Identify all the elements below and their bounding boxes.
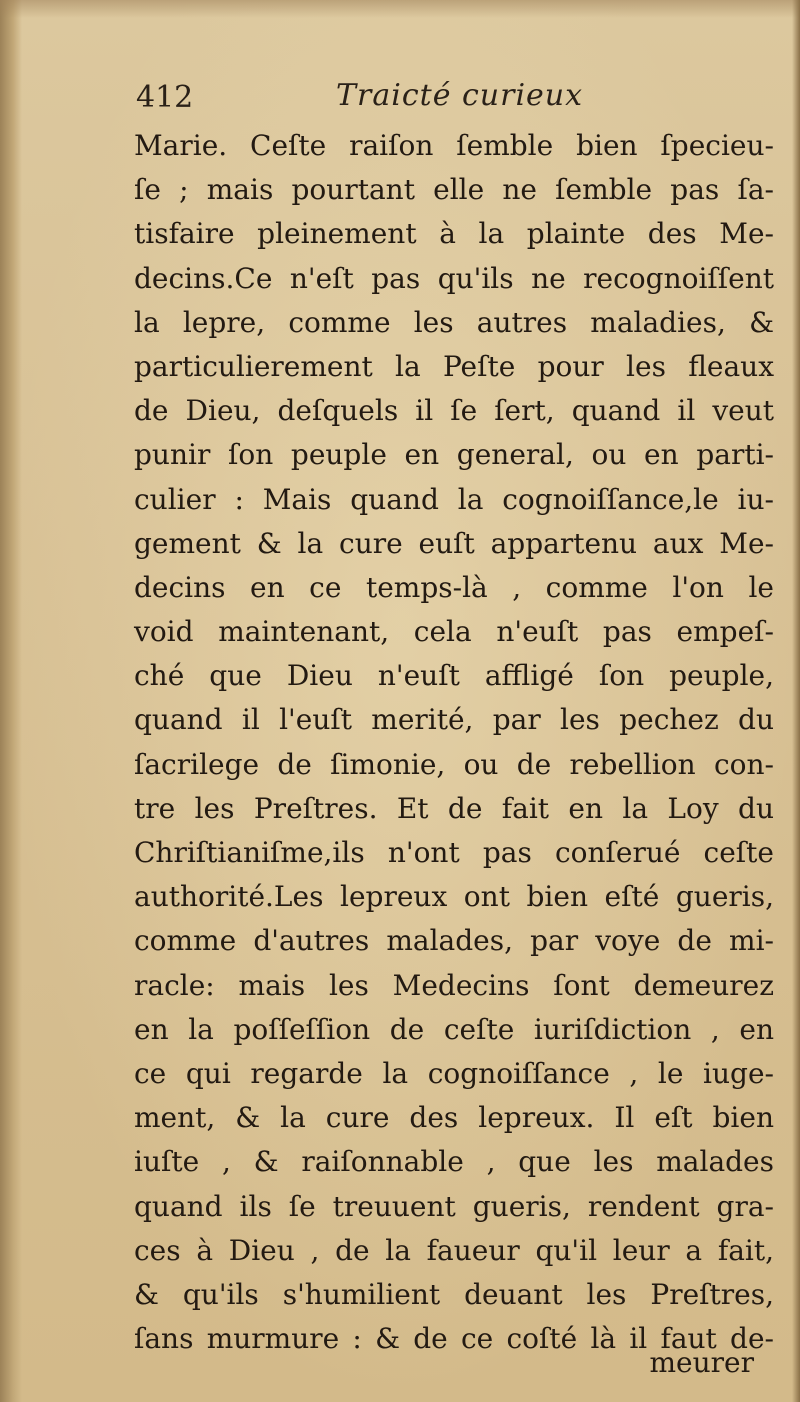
- text-line: ces à Dieu , de la faueur qu'il leur a fait,: [134, 1233, 774, 1267]
- text-line: racle: mais les Medecins ſont demeurez: [134, 968, 774, 1002]
- text-line: particulierement la Peſte pour les fleaux: [134, 349, 774, 383]
- catchword: meurer: [649, 1346, 754, 1379]
- text-line: void maintenant, cela n'euſt pas empeſ-: [134, 615, 774, 649]
- page-header: [136, 80, 756, 120]
- text-line: comme d'autres malades, par voye de mi-: [134, 924, 774, 958]
- text-line: decins en ce temps-là , comme l'on le: [134, 570, 774, 604]
- text-line: de Dieu, deſquels il ſe ſert, quand il veut: [134, 394, 774, 428]
- text-line: quand ils ſe treuuent gueris, rendent gra-: [134, 1189, 774, 1223]
- text-line: iuſte , & raiſonnable , que les malades: [134, 1145, 774, 1179]
- gutter-shadow: [0, 0, 22, 1402]
- text-line: tisfaire pleinement à la plainte des Me-: [134, 217, 774, 251]
- text-line: ſacrilege de ſimonie, ou de rebellion con-: [134, 747, 774, 781]
- running-head: Traicté curieux: [336, 78, 584, 113]
- text-line: punir ſon peuple en general, ou en parti-: [134, 438, 774, 472]
- text-line: authorité.Les lepreux ont bien eſté gueris,: [134, 880, 774, 914]
- body-text: [134, 124, 774, 1361]
- text-line: tre les Preſtres. Et de fait en la Loy du: [134, 791, 774, 825]
- text-line: la lepre, comme les autres maladies, &: [134, 305, 774, 339]
- text-line: en la poſſeſſion de ceſte iuriſdiction , en: [134, 1012, 774, 1046]
- text-line: ce qui regarde la cognoiſſance , le iuge-: [134, 1056, 774, 1090]
- top-edge-shadow: [0, 0, 800, 18]
- page-number: 412: [136, 80, 194, 115]
- text-line: & qu'ils s'humilient deuant les Preſtres,: [134, 1277, 774, 1311]
- text-line: decins.Ce n'eſt pas qu'ils ne recognoiſſent: [134, 261, 774, 295]
- page-edge: [792, 0, 800, 1402]
- text-line: ché que Dieu n'euſt affligé ſon peuple,: [134, 659, 774, 693]
- text-line: ment, & la cure des lepreux. Il eſt bien: [134, 1101, 774, 1135]
- text-line: culier : Mais quand la cognoiſſance,le iu-: [134, 482, 774, 516]
- text-line: gement & la cure euſt appartenu aux Me-: [134, 526, 774, 560]
- text-line: Chriſtianiſme,ils n'ont pas conſerué ceſte: [134, 836, 774, 869]
- text-line: quand il l'euſt merité, par les pechez du: [134, 703, 774, 737]
- text-line: ſans murmure : & de ce coſté là il faut de-: [134, 1322, 774, 1356]
- text-line: Marie. Ceſte raiſon ſemble bien ſpecieu-: [134, 129, 774, 162]
- text-line: ſe ; mais pourtant elle ne ſemble pas ſa-: [134, 173, 774, 207]
